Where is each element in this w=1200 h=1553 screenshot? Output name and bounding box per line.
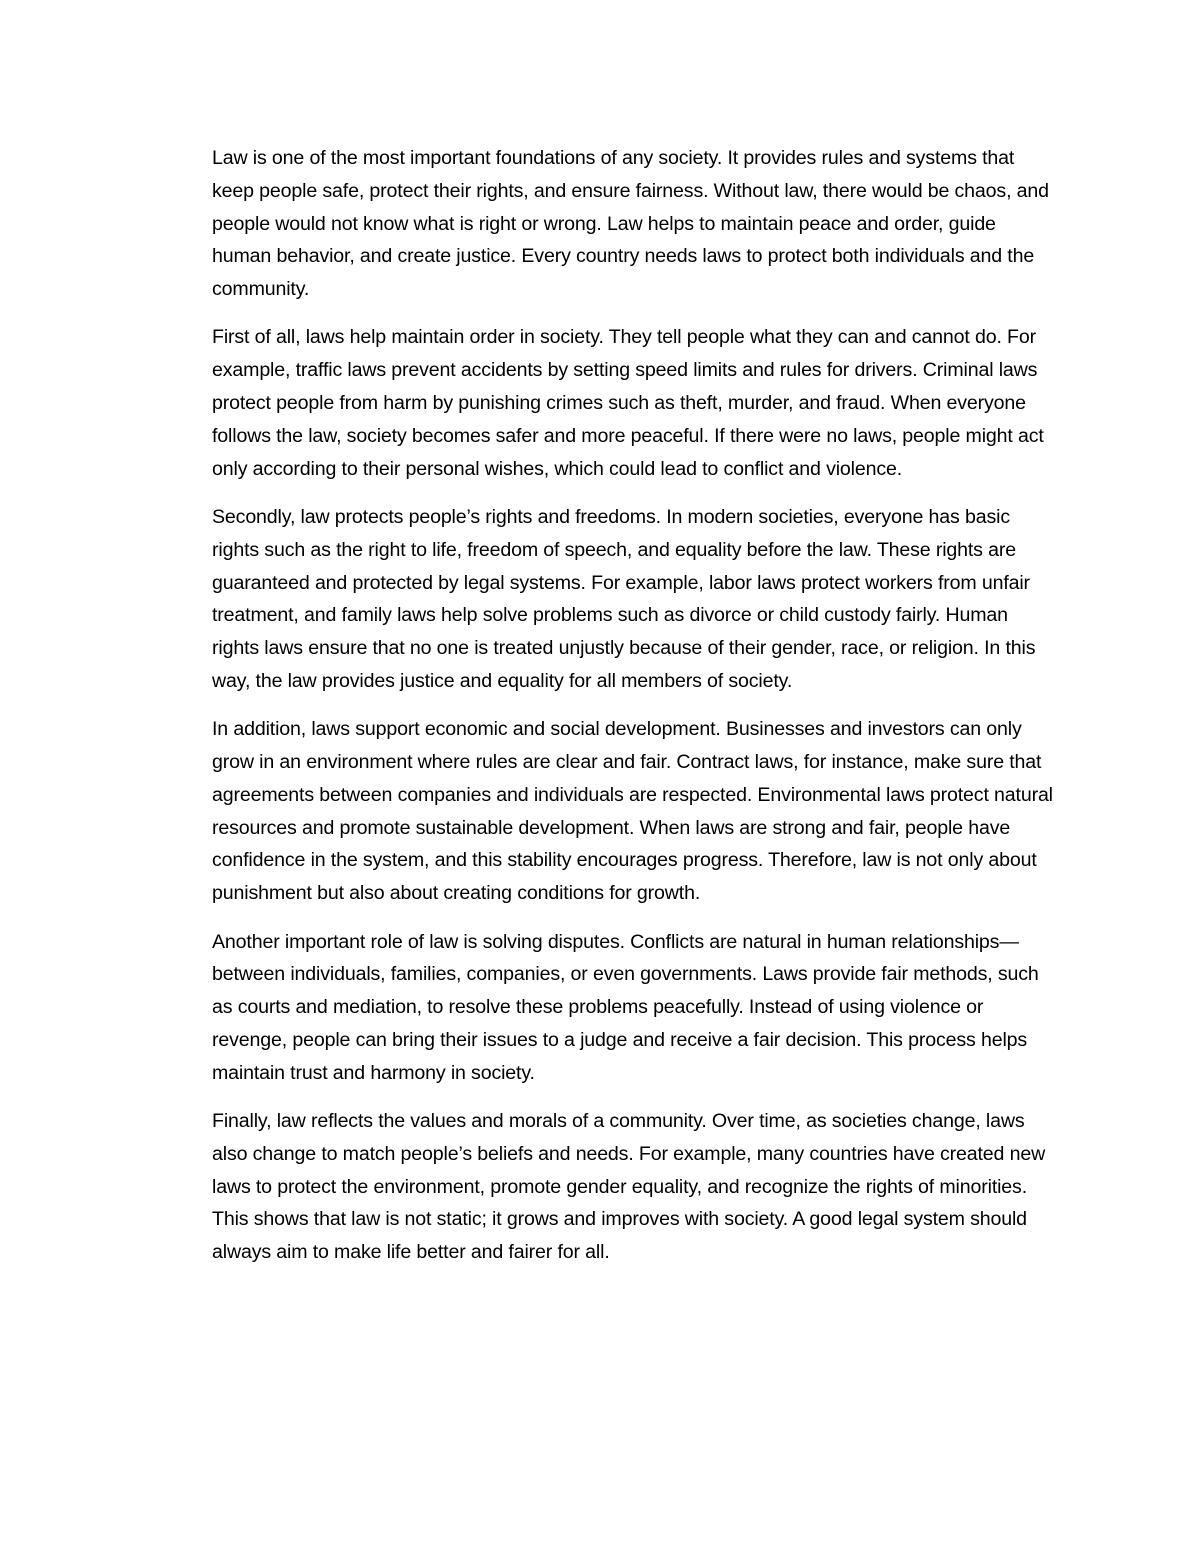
document-body [212,142,1060,1285]
paragraph-rights: Secondly, law protects people’s rights and freedoms. In modern societies, everyone has basic rights such as the right to life, freedom of speech, and equality before the law. These rights are guaranteed and protected by legal systems. For example, labor laws protect workers from unfair treatment, and family laws help solve problems such as divorce or child custody fairly. Human rights laws ensure that no one is treated unjustly because of their gender, race, or religion. In this way, the law provides justice and equality for all members of society. [212,505,1036,692]
paragraph-disputes: Another important role of law is solving disputes. Conflicts are natural in human relationships—between individuals, families, companies, or even governments. Laws provide fair methods, such as courts and mediation, to resolve these problems peacefully. Instead of using violence or revenge, people can bring their issues to a judge and receive a fair decision. This process helps maintain trust and harmony in society. [212,930,1039,1084]
paragraph-introduction: Law is one of the most important foundations of any society. It provides rules and systems that keep people safe, protect their rights, and ensure fairness. Without law, there would be chaos, and people would not know what is right or wrong. Law helps to maintain peace and order, guide human behavior, and create justice. Every country needs laws to protect both individuals and the community. [212,147,1049,301]
paragraph-order: First of all, laws help maintain order in society. They tell people what they can and cannot do. For example, traffic laws prevent accidents by setting speed limits and rules for drivers. Criminal laws protect people from harm by punishing crimes such as theft, murder, and fraud. When everyone follows the law, society becomes safer and more peaceful. If there were no laws, people might act only according to their personal wishes, which could lead to conflict and violence. [212,326,1044,480]
paragraph-development: In addition, laws support economic and social development. Businesses and investors can only grow in an environment where rules are clear and fair. Contract laws, for instance, make sure that agreements between companies and individuals are respected. Environmental laws protect natural resources and promote sustainable development. When laws are strong and fair, people have confidence in the system, and this stability encourages progress. Therefore, law is not only about punishment but also about creating conditions for growth. [212,718,1053,905]
paragraph-values: Finally, law reflects the values and morals of a community. Over time, as societies change, laws also change to match people’s beliefs and needs. For example, many countries have created new laws to protect the environment, promote gender equality, and recognize the rights of minorities. This shows that law is not static; it grows and improves with society. A good legal system should always aim to make life better and fairer for all. [212,1110,1046,1264]
